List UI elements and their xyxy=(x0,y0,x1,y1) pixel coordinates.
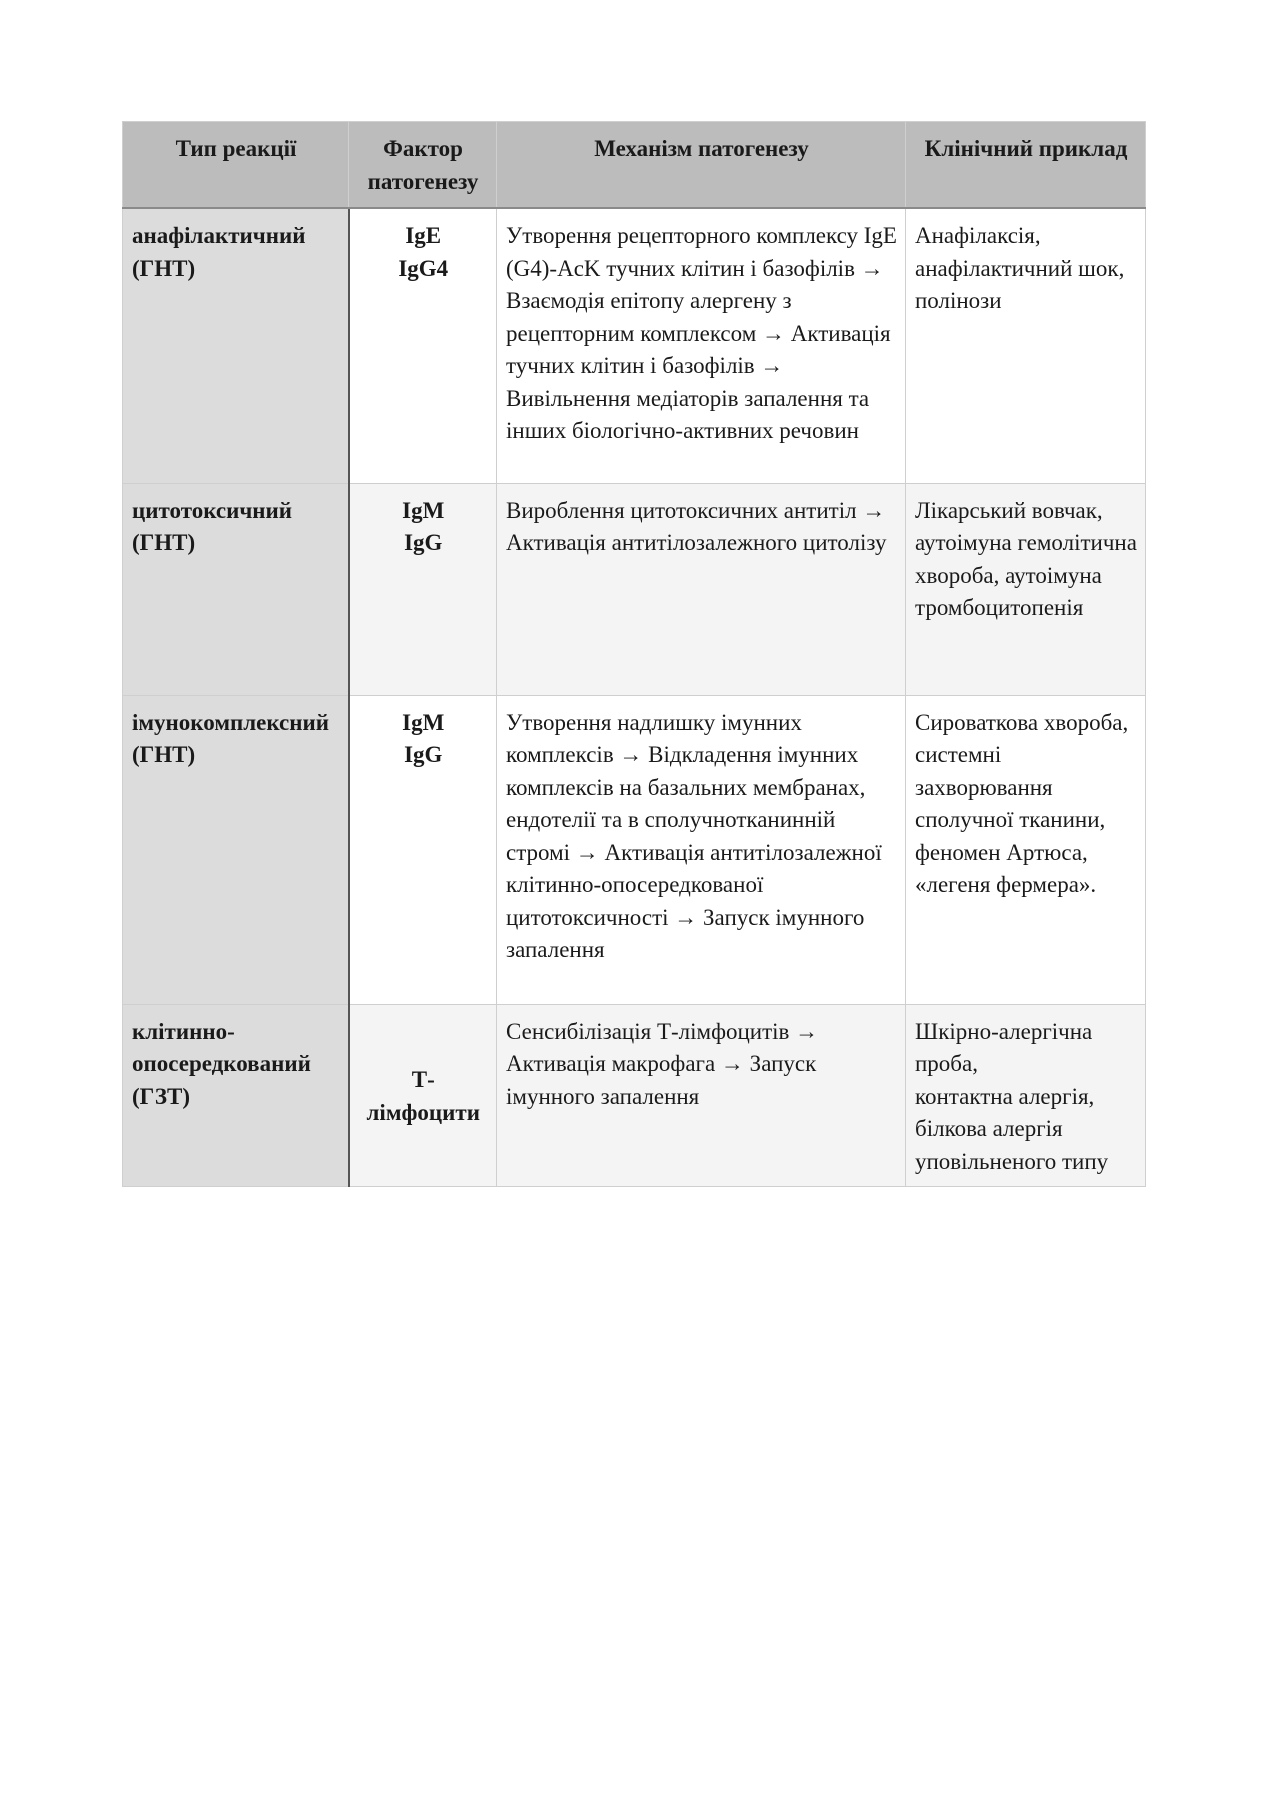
mechanism-cell: Вироблення цитотоксичних антитіл → Активація антитілозалежного цитолізу xyxy=(497,483,906,695)
factor-cell xyxy=(349,208,497,483)
header-mechanism: Механізм патогенезу xyxy=(497,122,906,209)
table-header xyxy=(123,122,1146,209)
mechanism-cell: Утворення рецепторного комплексу IgE (G4)-AcK тучних клітин і базофілів → Взаємодія епітопу алергену з рецепторним комплексом → Активація тучних клітин і базофілів → Вивільнення медіаторів запалення та інших біологічно-активних речовин xyxy=(497,208,906,483)
factor-line: IgG xyxy=(404,530,443,555)
factor-line: IgM xyxy=(402,709,445,735)
mechanism-cell: Утворення надлишку імунних комплексів → Відкладення імунних комплексів на базальних мембранах, ендотелії та в сполучнотканинній стромі → Активація антитілозалежної клітинно-опосередкованої цитотоксичності → Запуск імунного запалення xyxy=(497,695,906,1004)
clinical-example-cell: Анафілаксія, анафілактичний шок, полінози xyxy=(906,208,1146,483)
factor-line: IgE xyxy=(405,223,442,248)
factor-cell xyxy=(349,483,497,695)
factor-cell xyxy=(349,1004,497,1187)
factor-line: Т-лімфоцити xyxy=(366,1067,480,1125)
reaction-type-cell: імунокомплексний (ГНТ) xyxy=(123,695,349,1004)
factor-line: IgG xyxy=(404,742,443,767)
factor-cell xyxy=(349,695,497,1004)
hypersensitivity-table xyxy=(122,121,1146,1187)
header-type: Тип реакції xyxy=(123,122,349,209)
header-factor: Фактор патогенезу xyxy=(349,122,497,209)
header-clinical: Клінічний приклад xyxy=(906,122,1146,209)
clinical-line: Шкірно-алергічна проба, xyxy=(915,1018,1093,1076)
table-row-anaphylactic xyxy=(123,208,1146,483)
clinical-example-cell xyxy=(906,1004,1146,1187)
header-row xyxy=(123,122,1146,209)
table-row-immunocomplex xyxy=(123,695,1146,1004)
reaction-type-cell: цитотоксичний (ГНТ) xyxy=(123,483,349,695)
table-body xyxy=(123,208,1146,1187)
table-row-cell-mediated xyxy=(123,1004,1146,1187)
clinical-example-cell: Сироваткова хвороба, системні захворювання сполучної тканини, феномен Артюса, «легеня фермера». xyxy=(906,695,1146,1004)
table-row-cytotoxic xyxy=(123,483,1146,695)
factor-line: IgM xyxy=(402,497,445,523)
clinical-example-cell: Лікарський вовчак, аутоімуна гемолітична хвороба, аутоімуна тромбоцитопенія xyxy=(906,483,1146,695)
mechanism-cell: Сенсибілізація Т-лімфоцитів → Активація макрофага → Запуск імунного запалення xyxy=(497,1004,906,1187)
clinical-line: контактна алергія, білкова алергія уповільненого типу xyxy=(915,1083,1109,1174)
factor-line: IgG4 xyxy=(398,255,449,281)
reaction-type-cell: клітинно-опосередкований (ГЗТ) xyxy=(123,1004,349,1187)
reaction-type-cell: анафілактичний (ГНТ) xyxy=(123,208,349,483)
